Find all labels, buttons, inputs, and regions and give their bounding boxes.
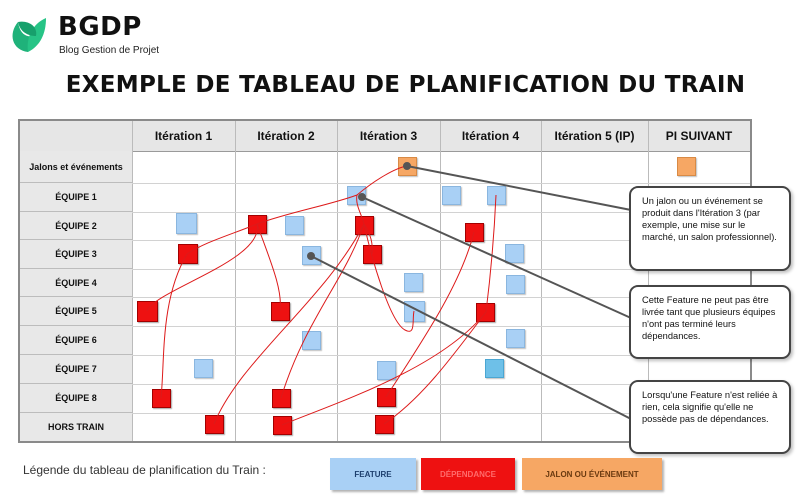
- brand-name: BGDP: [58, 12, 142, 42]
- page-title: EXEMPLE DE TABLEAU DE PLANIFICATION DU TRAIN: [65, 72, 746, 98]
- dependency-string: [386, 232, 474, 397]
- dependency-string: [257, 195, 357, 224]
- dependency-string: [187, 224, 257, 254]
- dependency-string: [357, 166, 407, 195]
- row-label-off-train: HORS TRAIN: [20, 413, 132, 441]
- column-header-iteration-3: Itération 3: [359, 129, 418, 143]
- dependency-string: [147, 224, 257, 311]
- legend-milestone: JALON OU ÉVÉNEMENT: [522, 458, 662, 490]
- row-label-team-2: ÉQUIPE 2: [20, 212, 132, 240]
- legend-label: Légende du tableau de planification du Train :: [23, 463, 266, 477]
- brand-subtitle: Blog Gestion de Projet: [59, 45, 160, 56]
- row-label-team-3: ÉQUIPE 3: [20, 240, 132, 269]
- column-header-iteration-1: Itération 1: [154, 129, 213, 143]
- legend-dependency: DÉPENDANCE: [421, 458, 515, 490]
- dependency-string: [214, 224, 364, 424]
- callout-dependencies: Cette Feature ne peut pas être livrée tant que plusieurs équipes n'ont pas terminé leurs dépendances.: [629, 285, 791, 359]
- callout-pointer-dot: [404, 163, 410, 169]
- callout-pointer: [311, 256, 633, 420]
- legend-feature: FEATURE: [330, 458, 416, 490]
- row-label-team-1: ÉQUIPE 1: [20, 183, 132, 212]
- row-label-team-7: ÉQUIPE 7: [20, 355, 132, 384]
- column-header-iteration-5: Itération 5 (IP): [554, 129, 635, 143]
- column-header-next-pi: PI SUIVANT: [665, 129, 733, 143]
- row-label-team-6: ÉQUIPE 6: [20, 326, 132, 355]
- column-header-iteration-2: Itération 2: [257, 129, 315, 143]
- dependency-string: [257, 224, 280, 311]
- callout-pointer: [362, 197, 631, 318]
- row-label-team-8: ÉQUIPE 8: [20, 384, 132, 413]
- callout-pointer: [407, 166, 631, 210]
- dependency-string: [281, 224, 364, 398]
- column-header-iteration-4: Itération 4: [461, 129, 520, 143]
- row-label-milestones: Jalons et événements: [20, 151, 132, 183]
- callout-pointer-dot: [359, 194, 365, 200]
- callout-pointer-dot: [308, 253, 314, 259]
- callout-no-dependency: Lorsqu'une Feature n'est reliée à rien, cela signifie qu'elle ne possède pas de dépendances.: [629, 380, 791, 454]
- row-label-team-5: ÉQUIPE 5: [20, 297, 132, 326]
- row-label-team-4: ÉQUIPE 4: [20, 269, 132, 297]
- dependency-string: [161, 254, 187, 398]
- callout-milestone: Un jalon ou un événement se produit dans l'Itération 3 (par exemple, une mise sur le marché, un salon professionnel).: [629, 186, 791, 271]
